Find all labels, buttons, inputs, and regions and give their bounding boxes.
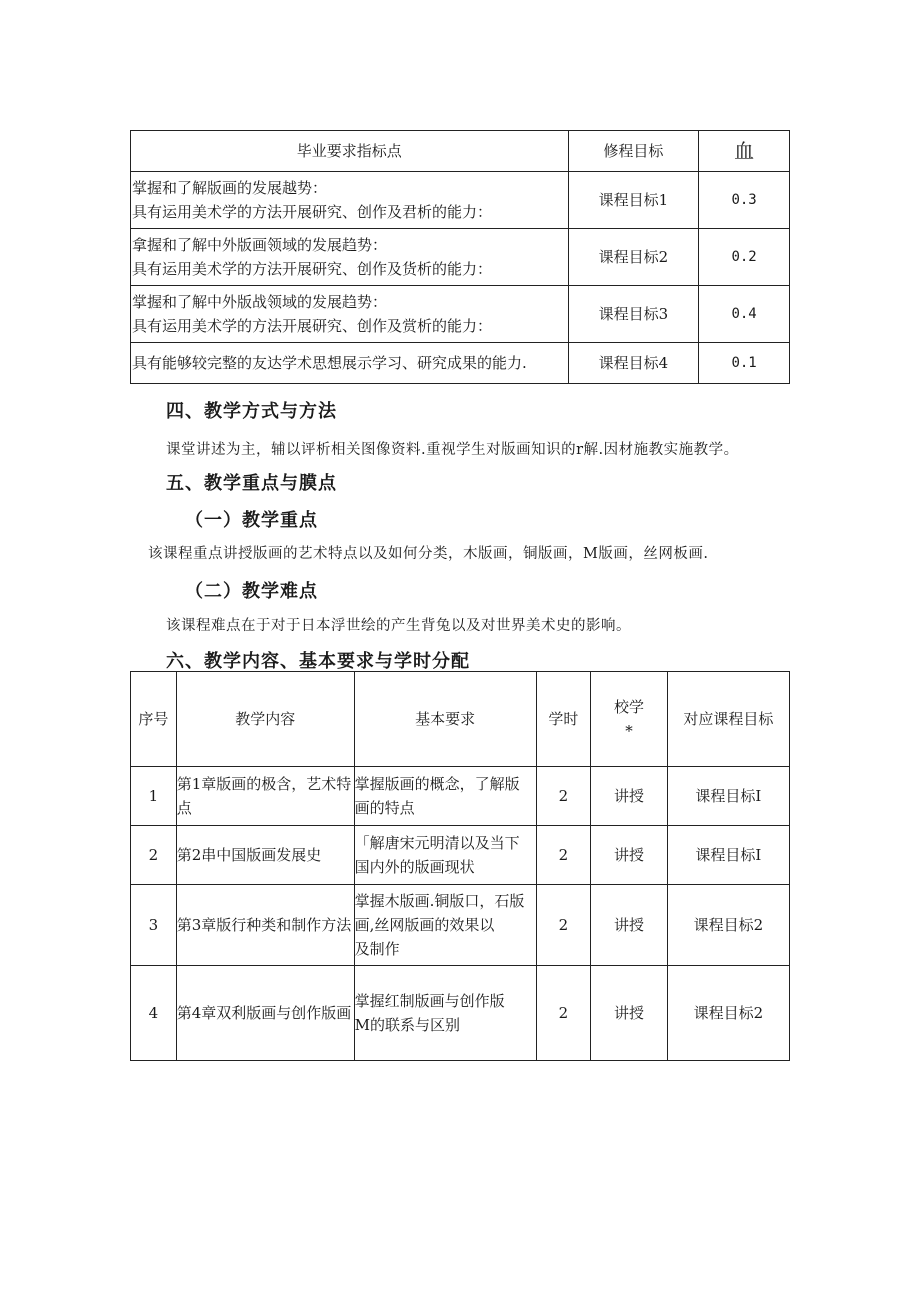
row-content	[176, 885, 354, 966]
row-hours: 2	[536, 767, 591, 826]
subsection-heading-key-points: （一）教学重点	[185, 510, 318, 531]
section-heading-methods: 四、教学方式与方法	[166, 401, 337, 422]
row-goal: 课程目标2	[667, 966, 789, 1061]
indicator-line: 具有运用美术学的方法开展研究、创作及货析的能力：	[132, 260, 493, 278]
table-row	[131, 966, 790, 1061]
row-requirement	[354, 885, 536, 966]
row-no: 2	[131, 826, 177, 885]
weight-cell: 0.1	[699, 343, 790, 384]
requirement-line: 国内外的版画现状	[354, 858, 475, 876]
row-content	[176, 767, 354, 826]
table-row	[131, 229, 790, 286]
row-requirement	[354, 966, 536, 1061]
content-line: 第3章版行种类和制作方法	[176, 916, 352, 934]
requirement-line: 画的特点	[354, 799, 415, 817]
requirement-line: 掌握版画的概念，了解版	[354, 775, 520, 793]
indicator-line: 拿握和了解中外版画领域的发展趋势：	[132, 236, 388, 254]
table-row	[131, 767, 790, 826]
weight-cell: 0.2	[699, 229, 790, 286]
header-method	[591, 672, 668, 767]
indicator-line: 掌握和了解中外版战领域的发展趋势：	[132, 293, 388, 311]
requirement-line: 掌握木版画.铜版口，石版	[354, 892, 525, 910]
header-content-label: 教学内容	[235, 710, 296, 728]
indicator-line: 具有运用美术学的方法开展研究、创作及君析的能力：	[132, 203, 493, 221]
subsection-text-key-points: 该课程重点讲授版画的艺术特点以及如何分类，木版画，铜版画，M版画，丝网板画.	[148, 546, 709, 562]
content-line: 第1章版画的极含，艺术特	[176, 775, 352, 793]
requirement-line: M的联系与区别	[354, 1016, 461, 1034]
header-requirement-label: 基本要求	[415, 710, 476, 728]
requirement-line: 掌握红制版画与创作版	[354, 992, 505, 1010]
row-hours: 2	[536, 826, 591, 885]
row-method: 讲授	[591, 826, 668, 885]
header-content	[176, 672, 354, 767]
header-no: 序号	[131, 672, 177, 767]
indicator-cell	[131, 343, 569, 384]
weight-cell: 0.3	[699, 172, 790, 229]
row-requirement	[354, 767, 536, 826]
goal-cell: 课程目标3	[568, 286, 699, 343]
row-no: 3	[131, 885, 177, 966]
header-goal: 对应课程目标	[667, 672, 789, 767]
header-method-line: *	[625, 722, 633, 740]
weight-cell: 0.4	[699, 286, 790, 343]
row-method: 讲授	[591, 885, 668, 966]
subsection-heading-difficulties: （二）教学难点	[185, 581, 318, 602]
header-weight: 血	[699, 131, 790, 172]
header-hours: 学时	[536, 672, 591, 767]
requirements-table	[130, 130, 790, 384]
header-indicator: 毕业要求指标点	[131, 131, 569, 172]
header-method-line: 校学	[613, 698, 644, 716]
header-requirement	[354, 672, 536, 767]
content-table	[130, 671, 790, 1061]
row-no: 4	[131, 966, 177, 1061]
indicator-cell	[131, 229, 569, 286]
subsection-text-difficulties: 该课程难点在于对于日本浮世绘的产生背兔以及对世界美术史的影响。	[166, 618, 631, 634]
section-heading-content: 六、教学内容、基本要求与学时分配	[166, 651, 470, 672]
goal-cell: 课程目标4	[568, 343, 699, 384]
indicator-cell	[131, 286, 569, 343]
indicator-line: 掌握和了解版画的发展越势：	[132, 179, 328, 197]
table-row	[131, 343, 790, 384]
row-goal: 课程目标I	[667, 826, 789, 885]
indicator-line: 具有能够较完整的友达学术思想展示学习、研究成果的能力.	[132, 354, 527, 372]
indicator-line: 具有运用美术学的方法开展研究、创作及赏析的能力：	[132, 317, 493, 335]
section-text-methods: 课堂讲述为主，辅以评析相关图像资料.重视学生对版画知识的r解.因材施教实施教学。	[166, 442, 739, 458]
content-line: 第4章双利版画与创作版画	[176, 1004, 352, 1022]
row-no: 1	[131, 767, 177, 826]
row-content	[176, 826, 354, 885]
table-header-row	[131, 131, 790, 172]
requirement-line: 画,丝网版画的效果以	[354, 916, 495, 934]
indicator-cell	[131, 172, 569, 229]
requirement-line: 「解唐宋元明清以及当下	[354, 834, 520, 852]
row-method: 讲授	[591, 966, 668, 1061]
table-header-row	[131, 672, 790, 767]
table-row	[131, 826, 790, 885]
goal-cell: 课程目标2	[568, 229, 699, 286]
table-row	[131, 286, 790, 343]
section-heading-focus: 五、教学重点与膜点	[166, 473, 337, 494]
row-method: 讲授	[591, 767, 668, 826]
table-row	[131, 885, 790, 966]
row-goal: 课程目标2	[667, 885, 789, 966]
row-content	[176, 966, 354, 1061]
content-line: 点	[176, 799, 192, 817]
requirement-line: 及制作	[354, 940, 400, 958]
header-goal: 修程目标	[568, 131, 699, 172]
row-hours: 2	[536, 885, 591, 966]
table-row	[131, 172, 790, 229]
row-requirement	[354, 826, 536, 885]
content-line: 第2串中国版画发展史	[176, 846, 322, 864]
row-hours: 2	[536, 966, 591, 1061]
goal-cell: 课程目标1	[568, 172, 699, 229]
row-goal: 课程目标I	[667, 767, 789, 826]
